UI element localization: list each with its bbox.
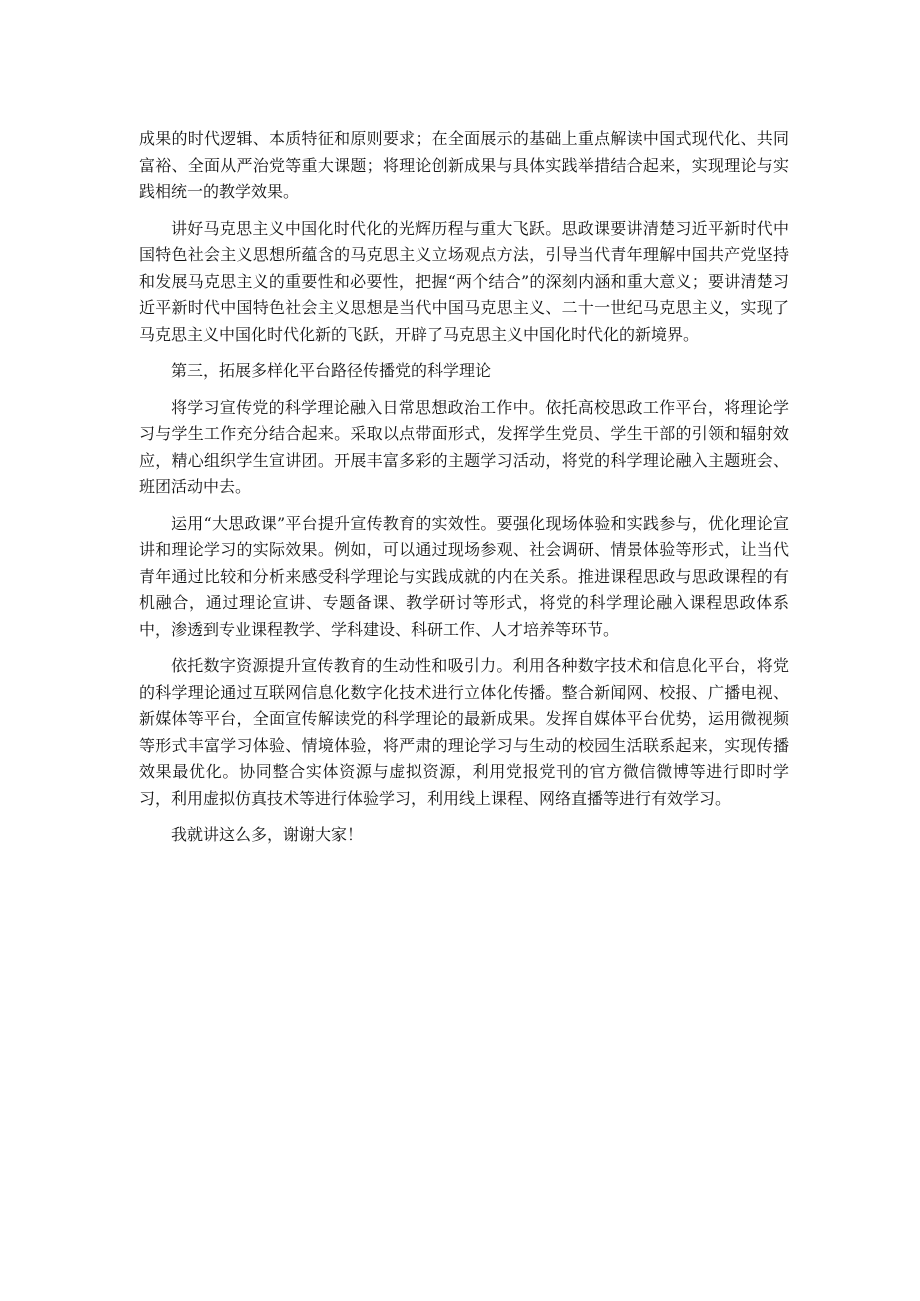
paragraph-closing-remarks: 我就讲这么多，谢谢大家！ [171,825,364,844]
paragraph-marxism-sinicization: 讲好马克思主义中国化时代化的光辉历程与重大飞跃。思政课要讲清楚习近平新时代中国特色社会主义思想所蕴含的马克思主义立场观点方法，引导当代青年理解中国共产党坚持和发展马克思主义的重要性和必要性，把握“两个结合”的深刻内涵和重大意义；要讲清楚习近平新时代中国特色社会主义思想是当代中国马克思主义、二十一世纪马克思主义，实现了马克思主义中国化时代化新的飞跃，开辟了马克思主义中国化时代化的新境界。 [139,218,789,344]
paragraph-big-ideological-course: 运用“大思政课”平台提升宣传教育的实效性。要强化现场体验和实践参与，优化理论宣讲和理论学习的实际效果。例如，可以通过现场参观、社会调研、情景体验等形式，让当代青年通过比较和分析来感受科学理论与实践成就的内在关系。推进课程思政与思政课程的有机融合，通过理论宣讲、专题备课、教学研讨等形式，将党的科学理论融入课程思政体系中，渗透到专业课程教学、学科建设、科研工作、人才培养等环节。 [139,513,789,639]
paragraph-daily-political-work: 将学习宣传党的科学理论融入日常思想政治工作中。依托高校思政工作平台，将理论学习与学生工作充分结合起来。采取以点带面形式，发挥学生党员、学生干部的引领和辐射效应，精心组织学生宣讲团。开展丰富多彩的主题学习活动，将党的科学理论融入主题班会、班团活动中去。 [139,397,789,496]
paragraph-digital-resources: 依托数字资源提升宣传教育的生动性和吸引力。利用各种数字技术和信息化平台，将党的科学理论通过互联网信息化数字化技术进行立体化传播。整合新闻网、校报、广播电视、新媒体等平台，全面宣传解读党的科学理论的最新成果。发挥自媒体平台优势，运用微视频等形式丰富学习体验、情境体验，将严肃的理论学习与生动的校园生活联系起来，实现传播效果最优化。协同整合实体资源与虚拟资源，利用党报党刊的官方微信微博等进行即时学习，利用虚拟仿真技术等进行体验学习，利用线上课程、网络直播等进行有效学习。 [139,656,789,808]
paragraph-continuation: 成果的时代逻辑、本质特征和原则要求；在全面展示的基础上重点解读中国式现代化、共同富裕、全面从严治党等重大课题；将理论创新成果与具体实践举措结合起来，实现理论与实践相统一的教学效果。 [139,129,789,201]
section-heading-third: 第三，拓展多样化平台路径传播党的科学理论 [171,361,492,380]
document-body [139,126,789,859]
